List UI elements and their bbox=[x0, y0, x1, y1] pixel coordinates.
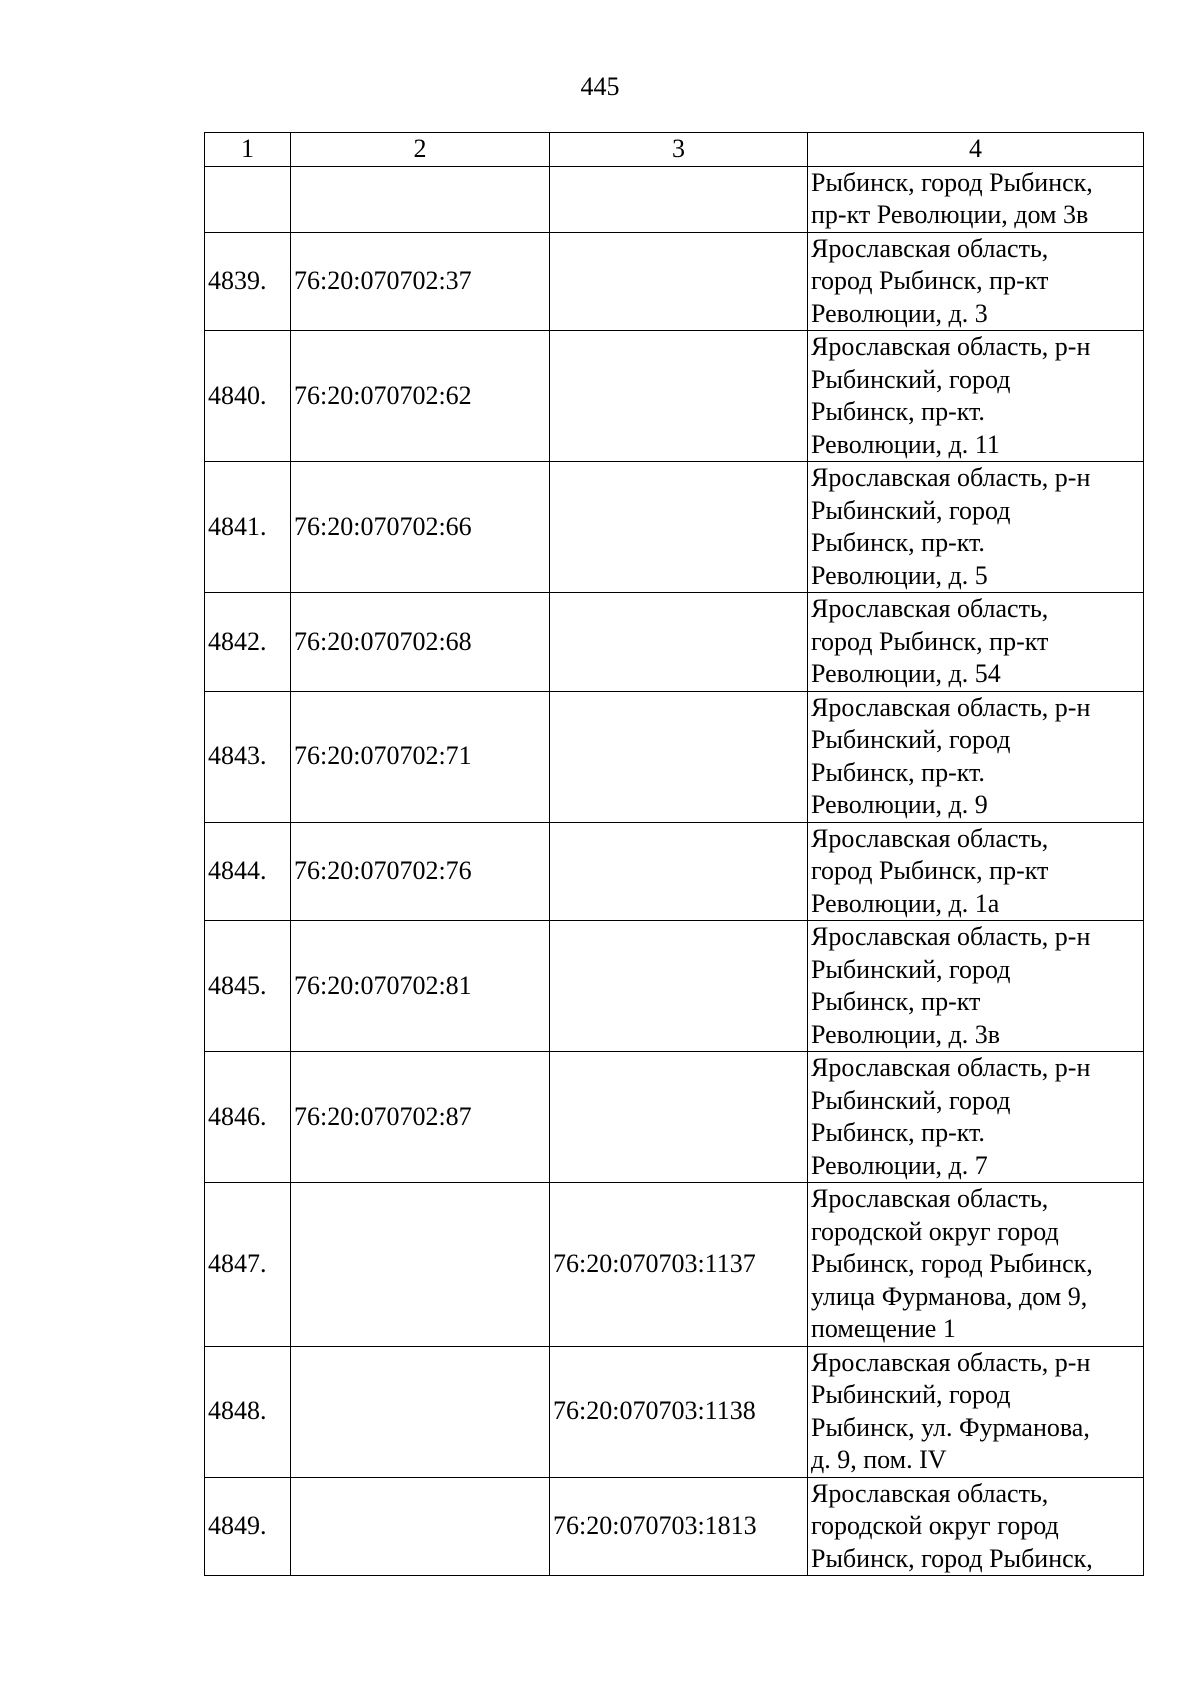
header-col-3: 3 bbox=[550, 133, 808, 167]
row-number: 4841. bbox=[205, 462, 291, 593]
address-cell: Ярославская область, р-н Рыбинский, город Рыбинск, ул. Фурманова, д. 9, пом. IV bbox=[808, 1346, 1144, 1477]
header-row bbox=[205, 133, 1144, 167]
row-number: 4842. bbox=[205, 593, 291, 692]
address-cell: Ярославская область, город Рыбинск, пр-кт Революции, д. 1а bbox=[808, 822, 1144, 921]
address-cell: Ярославская область, город Рыбинск, пр-кт Революции, д. 54 bbox=[808, 593, 1144, 692]
document-table bbox=[204, 132, 1144, 1576]
cadastral-number-col2 bbox=[291, 166, 550, 232]
cadastral-number-col3 bbox=[550, 232, 808, 331]
cadastral-number-col3: 76:20:070703:1138 bbox=[550, 1346, 808, 1477]
table-row bbox=[205, 331, 1144, 462]
row-number: 4845. bbox=[205, 921, 291, 1052]
cadastral-number-col2: 76:20:070702:62 bbox=[291, 331, 550, 462]
row-number: 4847. bbox=[205, 1183, 291, 1347]
cadastral-number-col2: 76:20:070702:68 bbox=[291, 593, 550, 692]
table-row bbox=[205, 1477, 1144, 1576]
address-cell: Ярославская область, р-н Рыбинский, город Рыбинск, пр-кт. Революции, д. 7 bbox=[808, 1052, 1144, 1183]
cadastral-number-col3: 76:20:070703:1137 bbox=[550, 1183, 808, 1347]
row-number: 4839. bbox=[205, 232, 291, 331]
table-row bbox=[205, 1346, 1144, 1477]
address-cell: Ярославская область, р-н Рыбинский, город Рыбинск, пр-кт. Революции, д. 11 bbox=[808, 331, 1144, 462]
address-cell: Ярославская область, городской округ город Рыбинск, город Рыбинск, bbox=[808, 1477, 1144, 1576]
table-row bbox=[205, 822, 1144, 921]
row-number: 4846. bbox=[205, 1052, 291, 1183]
address-cell: Ярославская область, р-н Рыбинский, город Рыбинск, пр-кт. Революции, д. 5 bbox=[808, 462, 1144, 593]
cadastral-number-col2: 76:20:070702:71 bbox=[291, 691, 550, 822]
address-cell: Ярославская область, городской округ город Рыбинск, город Рыбинск, улица Фурманова, дом 9, помещение 1 bbox=[808, 1183, 1144, 1347]
page-number: 445 bbox=[580, 72, 620, 101]
table-row bbox=[205, 462, 1144, 593]
row-number bbox=[205, 166, 291, 232]
table-row bbox=[205, 232, 1144, 331]
row-number: 4848. bbox=[205, 1346, 291, 1477]
table-row bbox=[205, 1052, 1144, 1183]
table-row bbox=[205, 166, 1144, 232]
cadastral-number-col3 bbox=[550, 593, 808, 692]
cadastral-number-col2: 76:20:070702:76 bbox=[291, 822, 550, 921]
cadastral-number-col3 bbox=[550, 166, 808, 232]
cadastral-number-col2: 76:20:070702:37 bbox=[291, 232, 550, 331]
table-row bbox=[205, 691, 1144, 822]
cadastral-number-col3 bbox=[550, 822, 808, 921]
header-col-2: 2 bbox=[291, 133, 550, 167]
row-number: 4849. bbox=[205, 1477, 291, 1576]
table-row bbox=[205, 921, 1144, 1052]
cadastral-number-col3 bbox=[550, 691, 808, 822]
cadastral-number-col3 bbox=[550, 331, 808, 462]
address-cell: Ярославская область, р-н Рыбинский, город Рыбинск, пр-кт. Революции, д. 9 bbox=[808, 691, 1144, 822]
cadastral-number-col2: 76:20:070702:66 bbox=[291, 462, 550, 593]
row-number: 4844. bbox=[205, 822, 291, 921]
header-col-1: 1 bbox=[205, 133, 291, 167]
header-col-4: 4 bbox=[808, 133, 1144, 167]
table-row bbox=[205, 593, 1144, 692]
cadastral-number-col3 bbox=[550, 462, 808, 593]
table-header bbox=[205, 133, 1144, 167]
cadastral-number-col2: 76:20:070702:87 bbox=[291, 1052, 550, 1183]
cadastral-number-col2: 76:20:070702:81 bbox=[291, 921, 550, 1052]
row-number: 4843. bbox=[205, 691, 291, 822]
address-cell: Рыбинск, город Рыбинск, пр-кт Революции, дом 3в bbox=[808, 166, 1144, 232]
cadastral-number-col2 bbox=[291, 1183, 550, 1347]
address-cell: Ярославская область, р-н Рыбинский, город Рыбинск, пр-кт Революции, д. 3в bbox=[808, 921, 1144, 1052]
row-number: 4840. bbox=[205, 331, 291, 462]
address-cell: Ярославская область, город Рыбинск, пр-кт Революции, д. 3 bbox=[808, 232, 1144, 331]
cadastral-number-col3 bbox=[550, 1052, 808, 1183]
cadastral-number-col3: 76:20:070703:1813 bbox=[550, 1477, 808, 1576]
table-row bbox=[205, 1183, 1144, 1347]
cadastral-number-col3 bbox=[550, 921, 808, 1052]
cadastral-number-col2 bbox=[291, 1477, 550, 1576]
table-body bbox=[205, 166, 1144, 1576]
cadastral-number-col2 bbox=[291, 1346, 550, 1477]
